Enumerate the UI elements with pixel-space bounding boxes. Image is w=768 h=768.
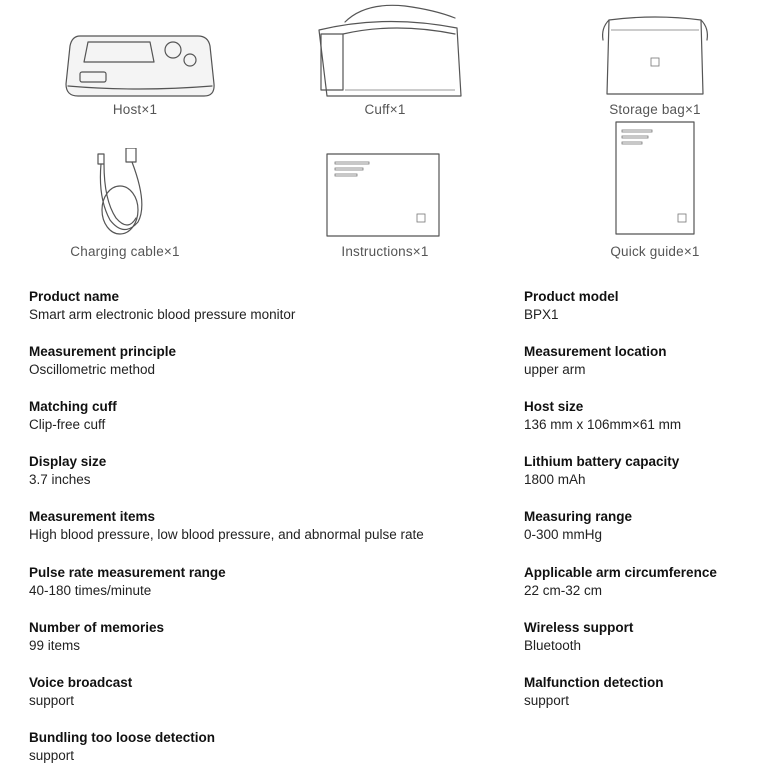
package-item-instructions <box>290 148 480 268</box>
package-item-label: Charging cable×1 <box>70 244 180 259</box>
spec-malfunction-detection <box>524 674 664 710</box>
package-item-charging-cable <box>40 148 210 268</box>
spec-value: 99 items <box>29 638 81 653</box>
package-item-label: Storage bag×1 <box>609 102 701 117</box>
package-item-cuff <box>290 0 480 120</box>
storage-bag-icon <box>595 10 715 96</box>
spec-display-size <box>29 453 106 489</box>
spec-measuring-range <box>524 508 632 544</box>
package-item-label: Quick guide×1 <box>610 244 700 259</box>
package-item-storage-bag <box>560 10 750 120</box>
package-item-label: Cuff×1 <box>364 102 406 117</box>
spec-label: Lithium battery capacity <box>524 454 680 469</box>
spec-value: 40-180 times/minute <box>29 583 152 598</box>
spec-value: support <box>29 693 75 708</box>
spec-label: Wireless support <box>524 620 634 635</box>
spec-voice-broadcast <box>29 674 132 710</box>
spec-label: Number of memories <box>29 620 165 635</box>
spec-host-size <box>524 398 681 434</box>
spec-label: Measurement principle <box>29 344 177 359</box>
cuff-icon <box>305 0 465 98</box>
quick-guide-icon <box>612 120 698 236</box>
package-item-quick-guide <box>560 120 750 268</box>
spec-value: support <box>524 693 570 708</box>
spec-pulse-rate-range <box>29 564 226 600</box>
spec-matching-cuff <box>29 398 117 434</box>
spec-label: Measurement location <box>524 344 667 359</box>
spec-label: Malfunction detection <box>524 675 664 690</box>
spec-label: Host size <box>524 399 584 414</box>
spec-value: 0-300 mmHg <box>524 527 603 542</box>
package-item-label: Instructions×1 <box>341 244 429 259</box>
spec-label: Measuring range <box>524 509 633 524</box>
spec-label: Matching cuff <box>29 399 117 414</box>
spec-label: Display size <box>29 454 107 469</box>
spec-label: Bundling too loose detection <box>29 730 215 745</box>
spec-bundling-loose-detection <box>29 729 215 765</box>
spec-measurement-principle <box>29 343 176 379</box>
spec-product-name <box>29 288 295 324</box>
spec-label: Measurement items <box>29 509 156 524</box>
spec-label: Product model <box>524 289 619 304</box>
spec-number-of-memories <box>29 619 164 655</box>
spec-value: Bluetooth <box>524 638 582 653</box>
spec-value: upper arm <box>524 362 586 377</box>
blood-pressure-host-icon <box>58 28 218 104</box>
spec-arm-circumference <box>524 564 717 600</box>
spec-label: Product name <box>29 289 120 304</box>
charging-cable-icon <box>90 148 170 236</box>
spec-value: 136 mm x 106mm×61 mm <box>524 417 682 432</box>
spec-label: Applicable arm circumference <box>524 565 717 580</box>
spec-battery-capacity <box>524 453 679 489</box>
package-item-label: Host×1 <box>112 102 158 117</box>
spec-value: Oscillometric method <box>29 362 156 377</box>
spec-wireless-support <box>524 619 633 655</box>
spec-value: support <box>29 748 75 763</box>
spec-value: Smart arm electronic blood pressure monitor <box>29 307 296 322</box>
spec-measurement-location <box>524 343 667 379</box>
instructions-booklet-icon <box>323 152 443 238</box>
spec-value: 3.7 inches <box>29 472 91 487</box>
spec-value: 1800 mAh <box>524 472 586 487</box>
spec-value: High blood pressure, low blood pressure, and abnormal pulse rate <box>29 527 424 542</box>
spec-label: Pulse rate measurement range <box>29 565 226 580</box>
spec-value: 22 cm-32 cm <box>524 583 603 598</box>
spec-measurement-items <box>29 508 424 544</box>
package-item-host <box>40 20 230 120</box>
spec-product-model <box>524 288 619 324</box>
spec-value: BPX1 <box>524 307 559 322</box>
spec-value: Clip-free cuff <box>29 417 106 432</box>
spec-label: Voice broadcast <box>29 675 133 690</box>
